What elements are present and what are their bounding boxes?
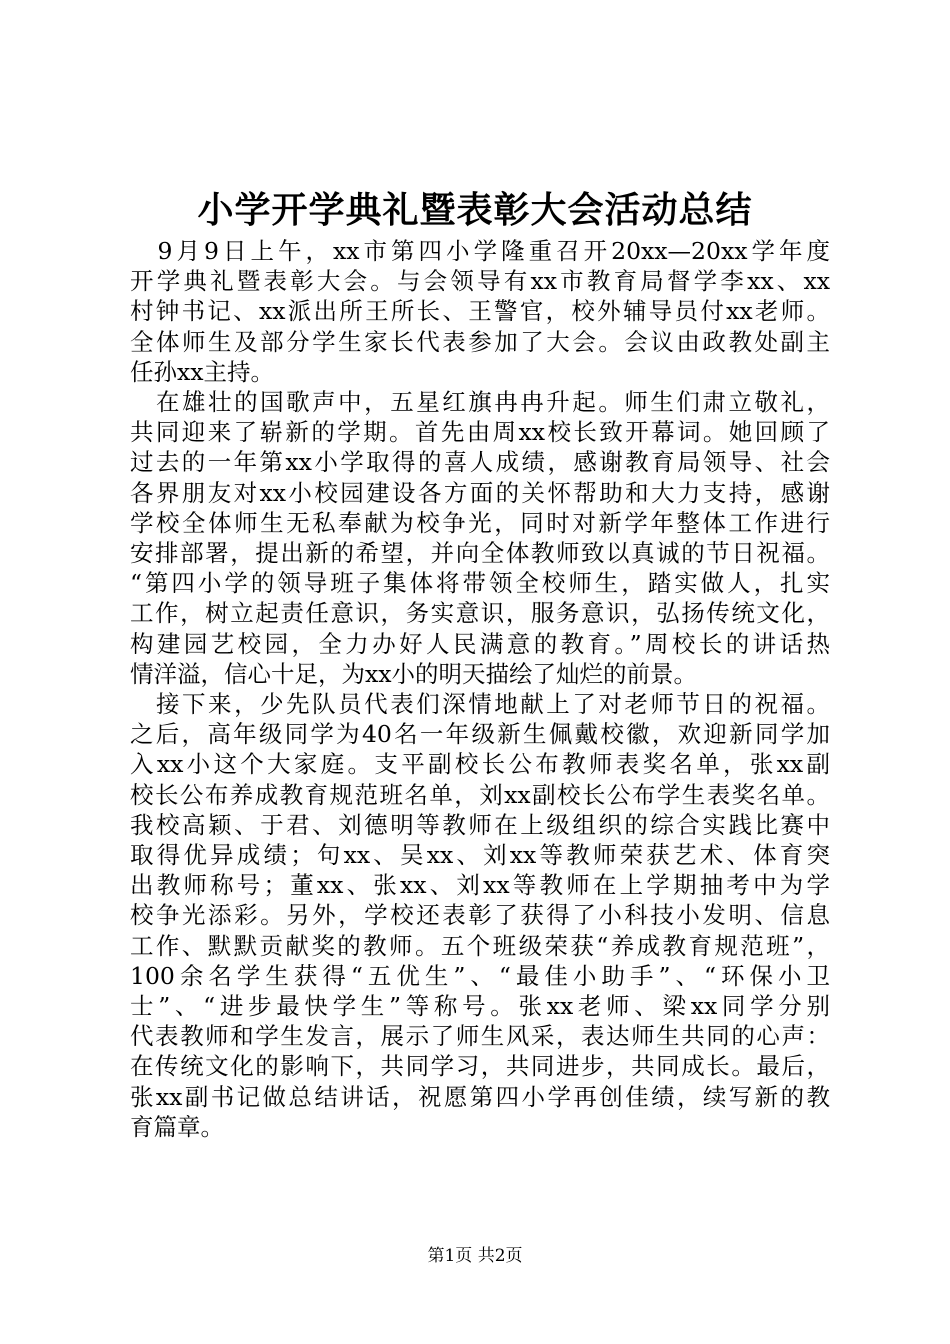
body-text-line: 学校全体师生无私奉献为校争光，同时对新学年整体工作进行 <box>130 508 830 537</box>
body-text-line: 之后，高年级同学为40名一年级新生佩戴校徽，欢迎新同学加 <box>130 720 830 749</box>
body-text-line: 9月9日上午，xx市第四小学隆重召开20xx—20xx学年度 <box>130 237 830 265</box>
body-text-line: 出教师称号；董xx、张xx、刘xx等教师在上学期抽考中为学 <box>130 871 830 900</box>
body-text-line: 共同迎来了崭新的学期。首先由周xx校长致开幕词。她回顾了 <box>130 418 830 447</box>
body-text-line: 我校高颖、于君、刘德明等教师在上级组织的综合实践比赛中 <box>130 810 830 839</box>
body-text-line: 在传统文化的影响下，共同学习，共同进步，共同成长。最后， <box>130 1052 830 1081</box>
body-text-line: 校争光添彩。另外，学校还表彰了获得了小科技小发明、信息 <box>130 901 830 930</box>
body-text-line: 情洋溢，信心十足，为xx小的明天描绘了灿烂的前景。 <box>130 659 698 688</box>
body-text-line: 入xx小这个大家庭。支平副校长公布教师表奖名单，张xx副 <box>130 750 830 779</box>
body-text-line: 村钟书记、xx派出所王所长、王警官，校外辅导员付xx老师。 <box>130 297 830 326</box>
body-text-line: 在雄壮的国歌声中，五星红旗冉冉升起。师生们肃立敬礼， <box>130 388 830 416</box>
body-text-line: 工作、默默贡献奖的教师。五个班级荣获“养成教育规范班”， <box>130 931 830 960</box>
body-text-line: 接下来，少先队员代表们深情地献上了对老师节日的祝福。 <box>130 690 830 718</box>
body-text-line: 任孙xx主持。 <box>130 357 275 386</box>
body-text-line: 育篇章。 <box>130 1112 224 1141</box>
page-footer: 第1页 共2页 <box>427 1246 523 1266</box>
body-text-line: 工作，树立起责任意识，务实意识，服务意识，弘扬传统文化， <box>130 599 830 628</box>
body-text-line: 代表教师和学生发言，展示了师生风采，表达师生共同的心声： <box>130 1022 830 1051</box>
body-text-line: 张xx副书记做总结讲话，祝愿第四小学再创佳绩，续写新的教 <box>130 1082 830 1111</box>
body-text-line: “第四小学的领导班子集体将带领全校师生，踏实做人，扎实 <box>130 569 830 598</box>
body-text-line: 取得优异成绩；句xx、吴xx、刘xx等教师荣获艺术、体育突 <box>130 841 830 869</box>
body-text-line: 全体师生及部分学生家长代表参加了大会。会议由政教处副主 <box>130 327 830 356</box>
body-text-line: 100余名学生获得“五优生”、“最佳小助手”、“环保小卫 <box>130 961 830 990</box>
body-text-line: 开学典礼暨表彰大会。与会领导有xx市教育局督学李xx、xx <box>130 267 830 296</box>
body-text-line: 安排部署，提出新的希望，并向全体教师致以真诚的节日祝福。 <box>130 539 830 567</box>
body-text-line: 各界朋友对xx小校园建设各方面的关怀帮助和大力支持，感谢 <box>130 478 830 507</box>
body-text-line: 校长公布养成教育规范班名单，刘xx副校长公布学生表奖名单。 <box>130 780 830 809</box>
body-text-line: 士”、“进步最快学生”等称号。张xx老师、梁xx同学分别 <box>130 992 830 1020</box>
document-title: 小学开学典礼暨表彰大会活动总结 <box>197 189 753 231</box>
body-text-line: 过去的一年第xx小学取得的喜人成绩，感谢教育局领导、社会 <box>130 448 830 477</box>
body-text-line: 构建园艺校园，全力办好人民满意的教育。”周校长的讲话热 <box>130 629 830 658</box>
